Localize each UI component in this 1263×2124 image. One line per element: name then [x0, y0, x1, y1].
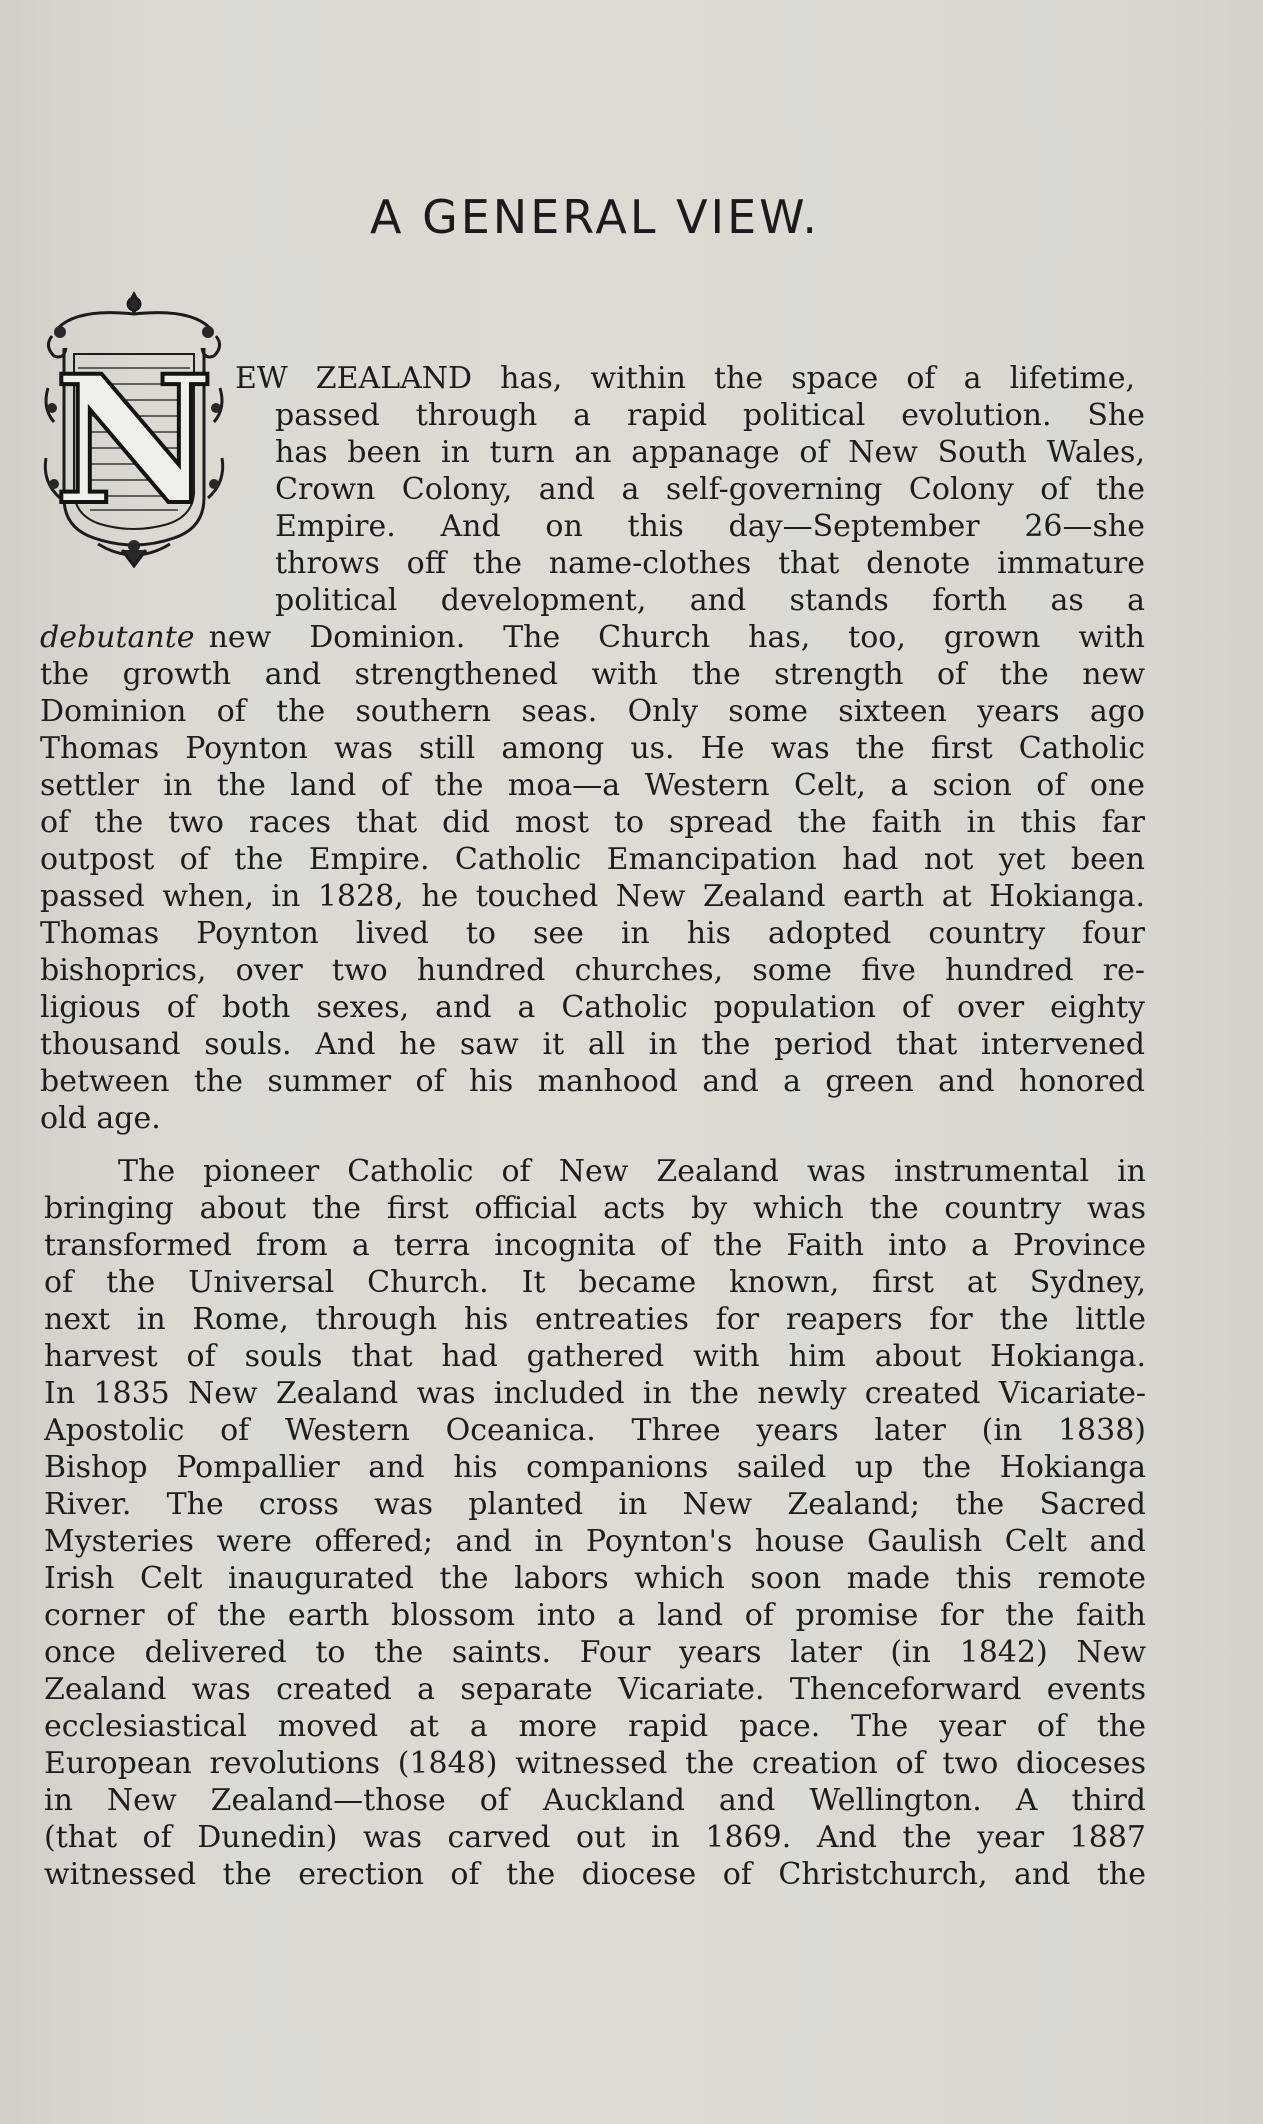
- text-line: European revolutions (1848) witnessed the creation of two dioceses: [44, 1746, 1146, 1781]
- text-line: ligious of both sexes, and a Catholic population of over eighty: [40, 990, 1145, 1025]
- text-line: EW ZEALAND has, within the space of a lifetime,: [235, 361, 1135, 396]
- text-line: ecclesiastical moved at a more rapid pace. The year of the: [44, 1709, 1146, 1744]
- text-line: bishoprics, over two hundred churches, some five hundred re-: [40, 953, 1145, 988]
- text-line: Bishop Pompallier and his companions sailed up the Hokianga: [44, 1450, 1146, 1485]
- text-line: Irish Celt inaugurated the labors which soon made this remote: [44, 1561, 1146, 1596]
- text-line: River. The cross was planted in New Zealand; the Sacred: [44, 1487, 1146, 1522]
- drop-cap-letter: N: [53, 337, 215, 544]
- text-line: in New Zealand—those of Auckland and Wellington. A third: [44, 1783, 1146, 1818]
- text-line: Crown Colony, and a self-governing Colony of the: [275, 472, 1145, 507]
- text-line: next in Rome, through his entreaties for reapers for the little: [44, 1302, 1146, 1337]
- text-line: Mysteries were offered; and in Poynton's house Gaulish Celt and: [44, 1524, 1146, 1559]
- text-line: passed through a rapid political evolution. She: [275, 398, 1145, 433]
- text-line: witnessed the erection of the diocese of Christchurch, and the: [44, 1857, 1146, 1892]
- text-line: Thomas Poynton lived to see in his adopted country four: [40, 916, 1145, 951]
- text-line: throws off the name-clothes that denote immature: [275, 546, 1145, 581]
- text-line: thousand souls. And he saw it all in the period that intervened: [40, 1027, 1145, 1062]
- text-line: the growth and strengthened with the strength of the new: [40, 657, 1145, 692]
- text-line: Zealand was created a separate Vicariate. Thenceforward events: [44, 1672, 1146, 1707]
- text-line: between the summer of his manhood and a green and honored: [40, 1064, 1145, 1099]
- text-line: bringing about the first official acts by which the country was: [44, 1191, 1146, 1226]
- italic-word: debutante: [40, 620, 195, 655]
- text-line: corner of the earth blossom into a land of promise for the faith: [44, 1598, 1146, 1633]
- text-line: of the two races that did most to spread the faith in this far: [40, 805, 1145, 840]
- text-line: political development, and stands forth as a: [275, 583, 1145, 618]
- text-line: once delivered to the saints. Four years later (in 1842) New: [44, 1635, 1146, 1670]
- text-line: outpost of the Empire. Catholic Emancipation had not yet been: [40, 842, 1145, 877]
- text-line: of the Universal Church. It became known, first at Sydney,: [44, 1265, 1146, 1300]
- text-line-with-italic: [40, 619, 1145, 656]
- text-line: The pioneer Catholic of New Zealand was instrumental in: [118, 1154, 1146, 1189]
- page-title: A GENERAL VIEW.: [369, 190, 820, 244]
- text-line: passed when, in 1828, he touched New Zealand earth at Hokianga.: [40, 879, 1145, 914]
- text-line: settler in the land of the moa—a Western Celt, a scion of one: [40, 768, 1145, 803]
- text-line: old age.: [40, 1101, 161, 1136]
- text-line: new Dominion. The Church has, too, grown with: [208, 620, 1145, 655]
- text-line: Empire. And on this day—September 26—she: [275, 509, 1145, 544]
- text-line: Thomas Poynton was still among us. He was the first Catholic: [40, 731, 1145, 766]
- text-line: has been in turn an appanage of New South Wales,: [275, 435, 1145, 470]
- text-line: (that of Dunedin) was carved out in 1869. And the year 1887: [44, 1820, 1146, 1855]
- text-line: transformed from a terra incognita of the Faith into a Province: [44, 1228, 1146, 1263]
- text-line: In 1835 New Zealand was included in the newly created Vicariate-: [44, 1376, 1146, 1411]
- text-line: harvest of souls that had gathered with him about Hokianga.: [44, 1339, 1146, 1374]
- ornamental-drop-cap: [38, 288, 230, 568]
- text-line: Dominion of the southern seas. Only some sixteen years ago: [40, 694, 1145, 729]
- text-line: Apostolic of Western Oceanica. Three years later (in 1838): [44, 1413, 1146, 1448]
